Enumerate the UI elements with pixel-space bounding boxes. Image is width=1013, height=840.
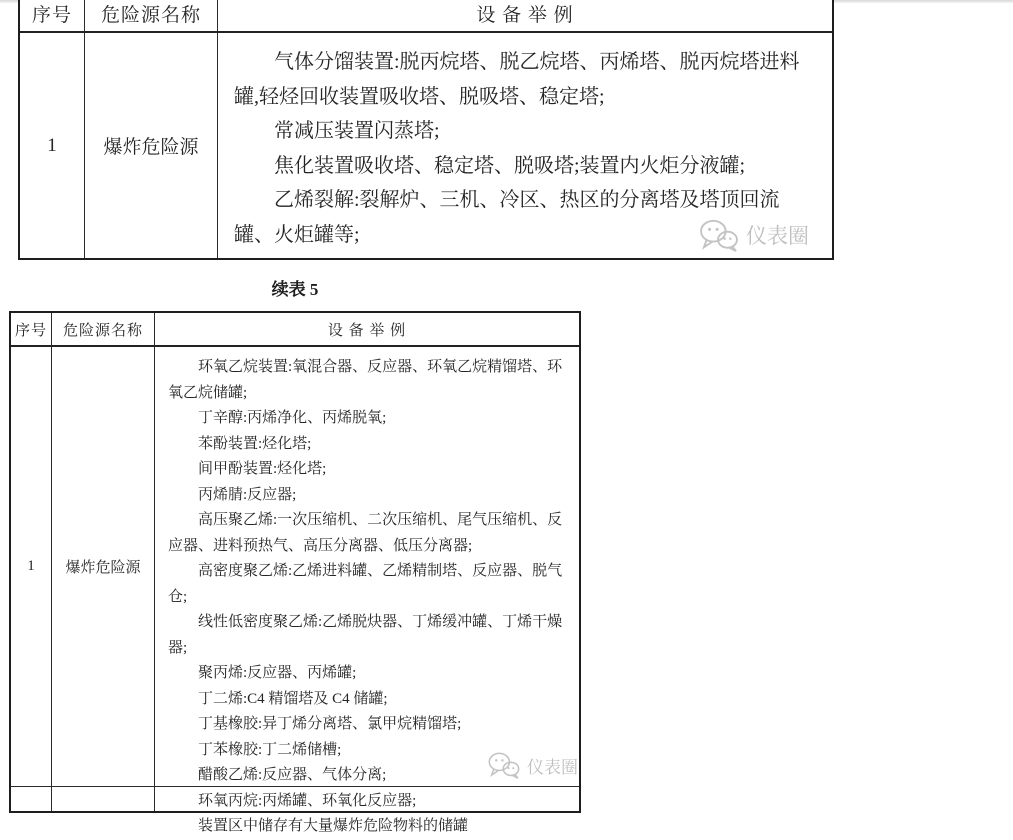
wechat-logo-icon xyxy=(487,751,521,779)
equipment-item: 间甲酚装置:烃化塔; xyxy=(198,461,327,477)
equipment-item: 丁基橡胶:异丁烯分离塔、氯甲烷精馏塔; xyxy=(198,716,462,732)
table2-next-row-partial xyxy=(52,787,155,811)
equipment-item: 环氧乙烷装置:氧混合器、反应器、环氧乙烷精馏塔、环氧乙烷储罐; xyxy=(168,359,563,401)
equipment-item: 高压聚乙烯:一次压缩机、二次压缩机、尾气压缩机、反应器、进料预热气、高压分离器、低压分离器; xyxy=(168,512,563,554)
watermark-text: 仪表圈 xyxy=(527,757,578,777)
equipment-item: 丁二烯:C4 精馏塔及 C4 储罐; xyxy=(198,690,388,707)
equipment-item: 常减压装置闪蒸塔; xyxy=(274,120,440,142)
wechat-logo-icon xyxy=(698,218,740,252)
table1-header-index: 序号 xyxy=(20,0,85,33)
equipment-item: 乙烯裂解:裂解炉、三机、冷区、热区的分离塔及塔顶回流罐、火炬罐等; xyxy=(234,189,780,246)
table1-header-hazard-name: 危险源名称 xyxy=(85,0,218,33)
equipment-item: 聚丙烯:反应器、丙烯罐; xyxy=(198,665,357,681)
watermark-text: 仪表圈 xyxy=(746,224,809,248)
equipment-item: 丁辛醇:丙烯净化、丙烯脱氧; xyxy=(198,410,387,426)
table2-cell-index: 1 xyxy=(11,347,52,787)
equipment-item: 丁苯橡胶:丁二烯储槽; xyxy=(198,741,342,758)
equipment-item: 线性低密度聚乙烯:乙烯脱炔器、丁烯缓冲罐、丁烯干燥器; xyxy=(168,614,563,656)
equipment-item: 苯酚装置:烃化塔; xyxy=(198,435,312,452)
table1-cell-hazard-name: 爆炸危险源 xyxy=(85,33,218,258)
equipment-item: 焦化装置吸收塔、稳定塔、脱吸塔;装置内火炬分液罐; xyxy=(274,154,746,177)
equipment-item: 气体分馏装置:脱丙烷塔、脱乙烷塔、丙烯塔、脱丙烷塔进料罐,轻烃回收装置吸收塔、脱吸塔、稳定塔; xyxy=(234,51,800,108)
equipment-item: 醋酸乙烯:反应器、气体分离; xyxy=(198,767,387,783)
equipment-item: 装置区中储存有大量爆炸危险物料的储罐 xyxy=(198,818,469,834)
table2-cell-equipment-examples xyxy=(155,347,579,834)
table1-cell-index: 1 xyxy=(20,33,85,258)
watermark-table2 xyxy=(487,751,578,779)
table2-header-index: 序号 xyxy=(11,313,52,347)
equipment-item: 环氧丙烷:丙烯罐、环氧化反应器; xyxy=(198,792,417,809)
table2-next-row-partial xyxy=(11,787,52,811)
continued-table-title: 续表 5 xyxy=(271,280,319,299)
table1-header-equipment-examples: 设 备 举 例 xyxy=(218,0,832,33)
table2-header-equipment-examples: 设 备 举 例 xyxy=(155,313,579,347)
table2-next-row-partial xyxy=(155,787,579,811)
watermark-table1 xyxy=(698,218,809,252)
equipment-item: 丙烯腈:反应器; xyxy=(198,486,297,503)
table2-header-hazard-name: 危险源名称 xyxy=(52,313,155,347)
table2-cell-hazard-name: 爆炸危险源 xyxy=(52,347,155,787)
hazard-table-2 xyxy=(9,311,581,834)
equipment-item: 高密度聚乙烯:乙烯进料罐、乙烯精制塔、反应器、脱气仓; xyxy=(168,563,563,605)
